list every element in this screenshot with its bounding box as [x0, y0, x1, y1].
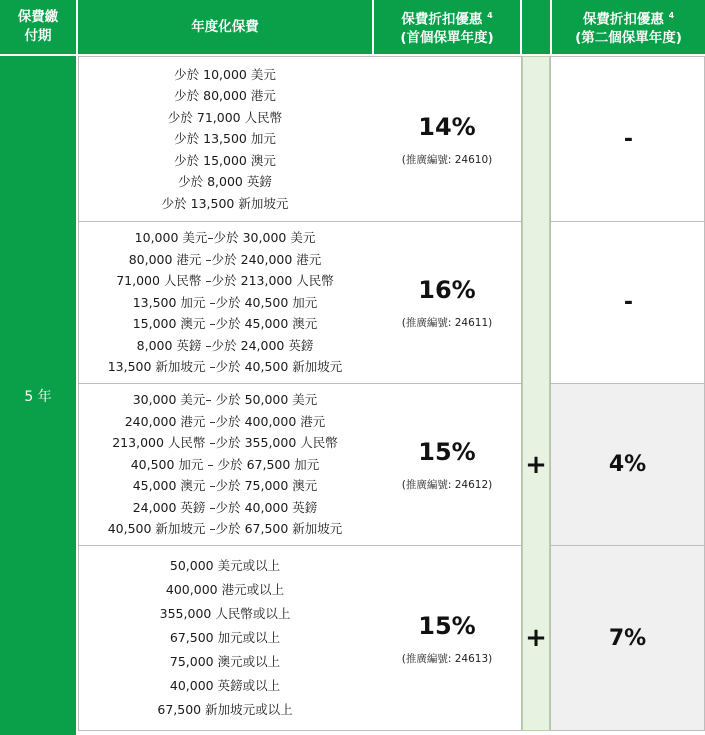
premium-cell: [78, 383, 372, 546]
premium-line: 40,000 英鎊或以上: [169, 678, 281, 693]
discount-year1-cell: [374, 221, 520, 384]
premium-line: 15,000 澳元 –少於 45,000 澳元: [132, 316, 318, 332]
promo-code: (推廣編號: 24613): [401, 652, 493, 665]
discount-year1-value: 15%: [418, 438, 476, 466]
premium-line: 355,000 人民幣或以上: [159, 606, 291, 621]
discount-year1-cell: [374, 56, 520, 222]
premium-line: 13,500 新加坡元 –少於 40,500 新加坡元: [107, 359, 343, 375]
premium-line: 13,500 加元 –少於 40,500 加元: [132, 294, 318, 310]
promo-code: (推廣編號: 24611): [401, 317, 493, 329]
discount-year1-value: 15%: [418, 611, 476, 640]
promo-code: (推廣編號: 24612): [401, 479, 493, 491]
premium-line: 40,500 加元 – 少於 67,500 加元: [130, 456, 320, 472]
discount-year2-cell: -: [623, 290, 634, 315]
premium-line: 24,000 英鎊 –少於 40,000 英鎊: [132, 499, 318, 515]
premium-line: 少於 10,000 美元: [174, 66, 276, 82]
header-discount-year2-sub: (第二個保單年度): [575, 30, 682, 47]
premium-line: 少於 71,000 人民幣: [167, 109, 283, 125]
header-premium: 年度化保費: [78, 0, 372, 54]
discount-year2-cell: 7%: [550, 545, 705, 731]
premium-line: 8,000 英鎊 –少於 24,000 英鎊: [136, 337, 314, 353]
premium-line: 少於 15,000 澳元: [174, 152, 276, 168]
premium-line: 67,500 新加坡元或以上: [157, 702, 293, 717]
premium-line: 75,000 澳元或以上: [169, 654, 281, 669]
premium-cell: [78, 545, 372, 731]
header-discount-year1-title: 保費折扣優惠 $^4$: [401, 10, 493, 28]
premium-line: 40,500 新加坡元 –少於 67,500 新加坡元: [107, 521, 343, 537]
premium-line: 400,000 港元或以上: [165, 582, 285, 597]
premium-line: 71,000 人民幣 –少於 213,000 人民幣: [116, 273, 334, 289]
premium-line: 少於 8,000 英鎊: [178, 174, 272, 190]
premium-cell: [78, 56, 372, 222]
plus-icon: +: [525, 449, 547, 480]
header-plus-column: [522, 0, 550, 54]
discount-year2-cell: -: [623, 126, 634, 152]
discount-year2-cell: 4%: [550, 383, 705, 546]
header-discount-year1: [374, 0, 520, 54]
premium-line: 213,000 人民幣 –少於 355,000 人民幣: [112, 435, 338, 451]
term-cell: 5 年: [0, 56, 76, 735]
premium-line: 50,000 美元或以上: [169, 558, 281, 573]
header-term-line2: 付期: [24, 28, 52, 44]
premium-line: 少於 80,000 港元: [174, 88, 276, 104]
premium-line: 10,000 美元–少於 30,000 美元: [134, 230, 316, 246]
discount-year1-cell: [374, 545, 520, 731]
premium-line: 30,000 美元– 少於 50,000 美元: [132, 392, 318, 408]
premium-line: 240,000 港元 –少於 400,000 港元: [124, 413, 326, 429]
promo-code: (推廣編號: 24610): [401, 153, 493, 166]
premium-line: 67,500 加元或以上: [169, 630, 281, 645]
premium-line: 少於 13,500 新加坡元: [161, 195, 289, 211]
header-discount-year2-title: 保費折扣優惠 $^4$: [582, 10, 675, 28]
header-discount-year1-sub: (首個保單年度): [400, 30, 494, 47]
header-term: [0, 0, 76, 54]
header-discount-year2: [552, 0, 705, 54]
discount-year1-value: 16%: [418, 276, 476, 304]
plus-icon: +: [525, 623, 547, 653]
discount-year1-value: 14%: [418, 112, 476, 141]
premium-line: 80,000 港元 –少於 240,000 港元: [128, 251, 322, 267]
header-term-line1: 保費繳: [17, 9, 59, 25]
premium-line: 少於 13,500 加元: [174, 131, 276, 147]
discount-year1-cell: [374, 383, 520, 546]
premium-cell: [78, 221, 372, 384]
premium-line: 45,000 澳元 –少於 75,000 澳元: [132, 478, 318, 494]
